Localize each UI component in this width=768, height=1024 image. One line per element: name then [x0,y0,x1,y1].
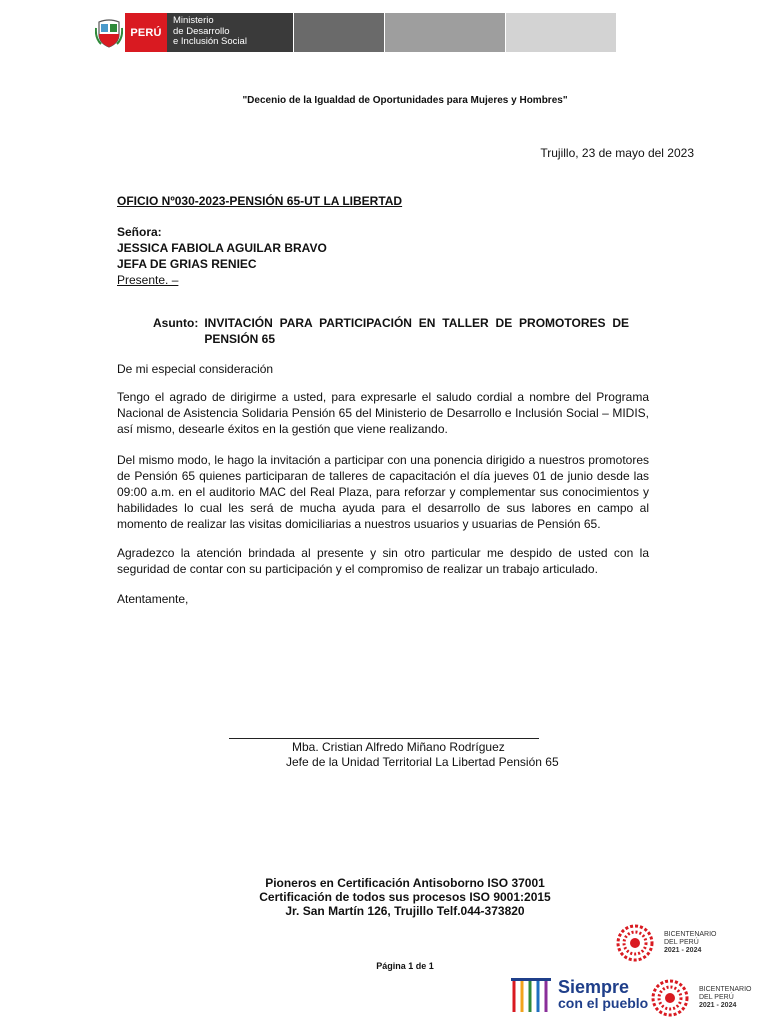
header-band-2 [385,13,505,52]
paragraph-1: Tengo el agrado de dirigirme a usted, para expresarle el saludo cordial a nombre del Programa Nacional de Asistencia Solidaria Pensión 65 del Ministerio de Desarrollo e Inclusión Social – MIDIS, así mismo, desearle éxitos en la gestión que viene realizando. [117,390,649,436]
decenio-motto: "Decenio de la Igualdad de Oportunidades para Mujeres y Hombres" [242,95,568,106]
presente: Presente. – [117,273,179,287]
people-figures-icon [510,972,554,1016]
subject-block [153,315,629,347]
oficio-number: OFICIO Nº030-2023-PENSIÓN 65-UT LA LIBERTAD [117,194,403,208]
footer-info: Pioneros en Certificación Antisoborno ISO 37001 Certificación de todos sus procesos ISO 9001:2015 Jr. San Martín 126, Trujillo Telf.044-373820 [259,876,551,918]
subject-text: INVITACIÓN PARA PARTICIPACIÓN EN TALLER DE PROMOTORES DE PENSIÓN 65 [204,316,629,346]
letter-date: Trujillo, 23 de mayo del 2023 [540,146,694,160]
bicentenario-logo-top: BICENTENARIO DEL PERÚ 2021 - 2024 [612,920,717,966]
bicentenario-emblem-icon [612,920,658,966]
recipient-block [117,224,327,288]
paragraph-3: Agradezco la atención brindada al presente y sin otro particular me despido de usted con la seguridad de contar con su participación y el compromiso de realizar un trabajo articulado. [117,546,649,576]
salutation: Señora: [117,225,162,239]
ministry-name: Ministerio de Desarrollo e Inclusión Social [167,13,293,52]
closing: Atentamente, [117,592,189,606]
greeting: De mi especial consideración [117,362,274,376]
bicentenario-logo-bottom: BICENTENARIO DEL PERÚ 2021 - 2024 [647,975,752,1021]
header-band-3 [506,13,616,52]
paragraph-2: Del mismo modo, le hago la invitación a participar con una ponencia dirigido a nuestros promotores de Pensión 65 quienes participaran de talleres de capacitación el día jueves 01 de junio desde las 09:00 a.m. en el auditorio MAC del Real Plaza, para reforzar y complementar sus conocimientos y habilidades lo cual les será de mucha ayuda para el desarrollo de sus labores en campo al momento de realizar las visitas domiciliarias a nuestros usuarios y usuarias de Pensión 65. [117,453,649,531]
siempre-con-el-pueblo-logo: Siempre con el pueblo [510,972,648,1016]
page-number: Página 1 de 1 [376,961,434,971]
signer-title: Jefe de la Unidad Territorial La Libertad Pensión 65 [286,755,559,769]
subject-label: Asunto: [153,316,199,330]
coat-of-arms-icon [93,13,125,52]
bicentenario-emblem-icon [647,975,693,1021]
recipient-position: JEFA DE GRIAS RENIEC [117,257,257,271]
signer-name: Mba. Cristian Alfredo Miñano Rodríguez [292,740,505,754]
recipient-name: JESSICA FABIOLA AGUILAR BRAVO [117,241,327,255]
header-band-1 [294,13,384,52]
peru-brand: PERÚ [125,13,167,52]
ministry-header [93,13,616,52]
